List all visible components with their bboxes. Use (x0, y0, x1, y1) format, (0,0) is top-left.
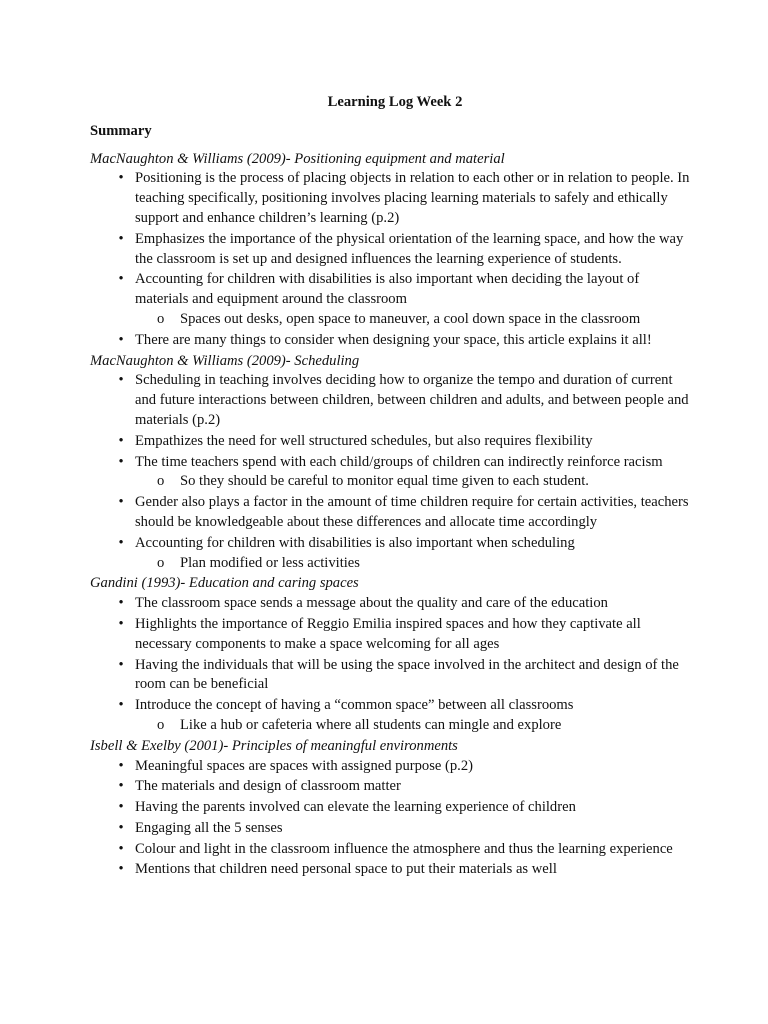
list-item-text: There are many things to consider when designing your space, this article explains it all! (135, 331, 652, 348)
bullet-icon: • (118, 778, 124, 795)
list-item (90, 432, 690, 452)
list-item-text: Having the individuals that will be using the space involved in the architect and design of the room can be beneficial (135, 656, 679, 693)
section-heading: Isbell & Exelby (2001)- Principles of meaningful environments (90, 737, 458, 754)
list-item (90, 270, 690, 329)
sub-bullet-list (135, 554, 690, 574)
list-item (90, 840, 690, 860)
list-item (90, 169, 690, 228)
list-item-text: Highlights the importance of Reggio Emilia inspired spaces and how they captivate all necessary components to make a space welcoming for all ages (135, 615, 641, 652)
sub-list-item (135, 716, 690, 736)
list-item (90, 777, 690, 797)
list-item-text: The classroom space sends a message about the quality and care of the education (135, 595, 608, 612)
list-item (90, 615, 690, 655)
bullet-list (90, 594, 690, 736)
list-item-text: Scheduling in teaching involves deciding how to organize the tempo and duration of current and future interactions between children, between children and adults, and between people and materials (p.2) (135, 372, 689, 428)
document-page (90, 93, 690, 881)
list-item (90, 656, 690, 696)
section-heading: MacNaughton & Williams (2009)- Scheduling (90, 352, 360, 369)
list-item-text: Colour and light in the classroom influence the atmosphere and thus the learning experience (135, 840, 673, 857)
bullet-icon: • (118, 757, 124, 774)
list-item (90, 371, 690, 430)
sub-bullet-list (135, 310, 690, 330)
list-item (90, 534, 690, 574)
sub-list-item (135, 554, 690, 574)
bullet-icon: • (118, 656, 124, 673)
bullet-icon: • (118, 595, 124, 612)
bullet-icon: • (118, 372, 124, 389)
list-item (90, 453, 690, 493)
bullet-icon: • (118, 331, 124, 348)
sub-list-item-text: Like a hub or cafeteria where all students can mingle and explore (180, 716, 562, 733)
sub-list-item-text: So they should be careful to monitor equal time given to each student. (180, 473, 589, 490)
list-item (90, 819, 690, 839)
hollow-bullet-icon: o (157, 716, 165, 733)
bullet-icon: • (118, 697, 124, 714)
bullet-icon: • (118, 819, 124, 836)
list-item (90, 594, 690, 614)
hollow-bullet-icon: o (157, 554, 165, 571)
bullet-list (90, 371, 690, 573)
list-item-text: The materials and design of classroom matter (135, 778, 401, 795)
bullet-list (90, 169, 690, 350)
sub-list-item-text: Plan modified or less activities (180, 554, 360, 571)
document-title: Learning Log Week 2 (327, 94, 463, 110)
list-item-text: Mentions that children need personal space to put their materials as well (135, 861, 557, 878)
list-item-text: Having the parents involved can elevate the learning experience of children (135, 799, 576, 816)
list-item (90, 757, 690, 777)
list-item-text: Introduce the concept of having a “common space” between all classrooms (135, 697, 574, 714)
bullet-icon: • (118, 170, 124, 187)
list-item-text: Engaging all the 5 senses (135, 819, 283, 836)
bullet-icon: • (118, 271, 124, 288)
list-item (90, 860, 690, 880)
sub-bullet-list (135, 716, 690, 736)
section-heading: Gandini (1993)- Education and caring spaces (90, 575, 359, 592)
sections-container (90, 150, 690, 881)
bullet-icon: • (118, 861, 124, 878)
sub-list-item-text: Spaces out desks, open space to maneuver, a cool down space in the classroom (180, 310, 641, 327)
sub-list-item (135, 310, 690, 330)
bullet-icon: • (118, 534, 124, 551)
list-item-text: The time teachers spend with each child/groups of children can indirectly reinforce racism (135, 453, 663, 470)
list-item-text: Emphasizes the importance of the physical orientation of the learning space, and how the way the classroom is set up and designed influences the learning experience of students. (135, 230, 684, 267)
bullet-icon: • (118, 432, 124, 449)
list-item-text: Accounting for children with disabilities is also important when scheduling (135, 534, 575, 551)
bullet-icon: • (118, 494, 124, 511)
list-item-text: Gender also plays a factor in the amount of time children require for certain activities, teachers should be knowledgeable about these differences and allocate time accordingly (135, 494, 689, 530)
bullet-icon: • (118, 230, 124, 247)
list-item-text: Positioning is the process of placing objects in relation to each other or in relation to people. In teaching specifically, positioning involves placing learning materials to safely and ethically support and enhance children’s learning (p.2) (135, 170, 690, 226)
section-heading: MacNaughton & Williams (2009)- Positioning equipment and material (90, 150, 505, 167)
list-item (90, 696, 690, 736)
bullet-icon: • (118, 840, 124, 857)
sub-list-item (135, 472, 690, 492)
list-item-text: Accounting for children with disabilities is also important when deciding the layout of materials and equipment around the classroom (135, 271, 640, 308)
hollow-bullet-icon: o (157, 473, 165, 490)
sub-bullet-list (135, 472, 690, 492)
list-item (90, 331, 690, 351)
list-item-text: Meaningful spaces are spaces with assigned purpose (p.2) (135, 757, 473, 774)
bullet-list (90, 757, 690, 881)
list-item (90, 493, 690, 533)
list-item (90, 798, 690, 818)
bullet-icon: • (118, 799, 124, 816)
hollow-bullet-icon: o (157, 310, 165, 327)
bullet-icon: • (118, 615, 124, 632)
summary-heading: Summary (90, 122, 152, 139)
list-item (90, 230, 690, 270)
bullet-icon: • (118, 453, 124, 470)
list-item-text: Empathizes the need for well structured schedules, but also requires flexibility (135, 432, 593, 449)
